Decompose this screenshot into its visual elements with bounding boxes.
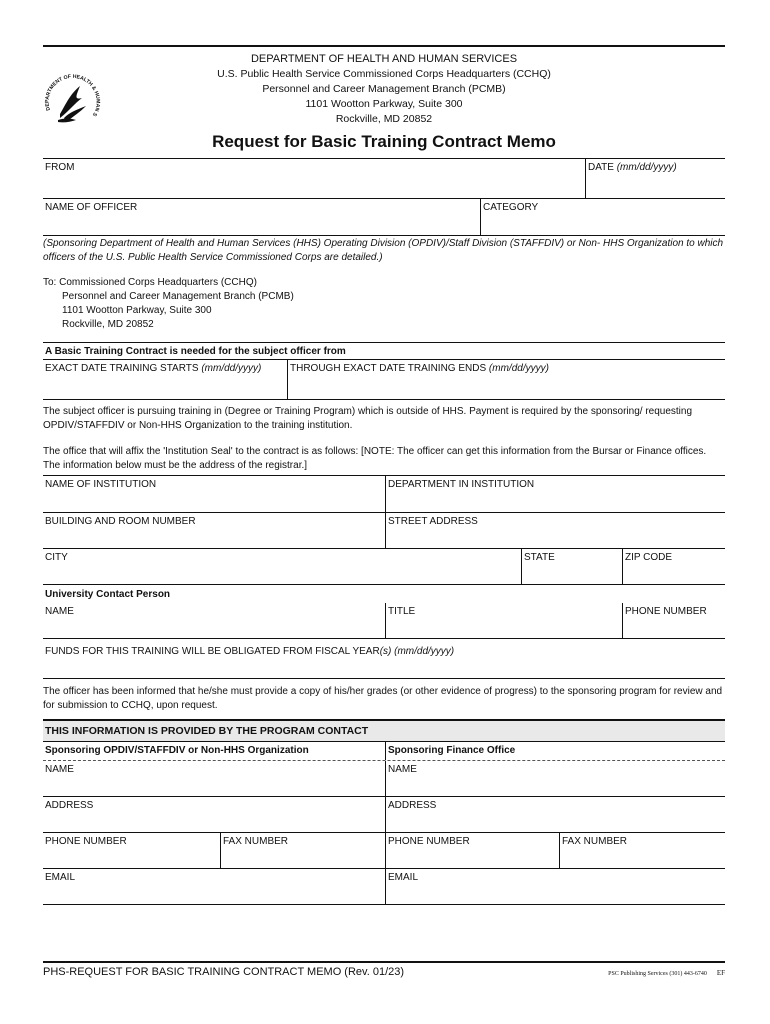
grades-text: The officer has been informed that he/she must provide a copy of his/her grades (or other evidence of progress) to the sponsoring program for review and for submission to CCHQ, upon request. [43, 686, 723, 711]
institution-name-field[interactable] [43, 476, 386, 512]
end-date-label: THROUGH EXACT DATE TRAINING ENDS [290, 363, 487, 374]
building-label: BUILDING AND ROOM NUMBER [45, 516, 196, 527]
funds-row [43, 639, 725, 679]
svg-text:DEPARTMENT OF HEALTH & HUMAN S: DEPARTMENT OF HEALTH & HUMAN S [44, 73, 101, 118]
institution-section [43, 475, 725, 679]
finance-address-label: ADDRESS [388, 800, 437, 811]
finance-phone-field[interactable] [386, 833, 560, 868]
org-fax-label: FAX NUMBER [223, 836, 289, 847]
category-label: CATEGORY [483, 202, 539, 213]
finance-email-field[interactable] [386, 869, 725, 904]
org-address-label: ADDRESS [45, 800, 94, 811]
finance-fax-label: FAX NUMBER [562, 836, 628, 847]
from-row [43, 159, 725, 199]
contact-name-field[interactable] [43, 603, 386, 638]
program-name-row [43, 761, 725, 797]
institution-dept-field[interactable] [386, 476, 725, 512]
from-field[interactable] [43, 159, 586, 198]
finance-fax-field[interactable] [560, 833, 725, 868]
end-date-field[interactable] [288, 360, 725, 399]
finance-heading: Sponsoring Finance Office [388, 745, 516, 756]
city-field[interactable] [43, 549, 522, 584]
finance-phone-label: PHONE NUMBER [388, 836, 470, 847]
dates-row [43, 360, 725, 400]
form-number: PHS-REQUEST FOR BASIC TRAINING CONTRACT MEMO (Rev. 01/23) [43, 966, 405, 978]
zip-field[interactable] [623, 549, 725, 584]
from-label: FROM [45, 162, 75, 173]
contact-heading: University Contact Person [45, 589, 171, 600]
header-line-3: Personnel and Career Management Branch (PCMB) [262, 83, 506, 95]
page-title: Request for Basic Training Contract Memo [212, 132, 556, 151]
org-phone-field[interactable] [43, 833, 221, 868]
footer-rule [43, 961, 725, 963]
to-line-3: 1101 Wootton Parkway, Suite 300 [62, 305, 212, 316]
start-date-field[interactable] [43, 360, 288, 399]
agency-header [43, 52, 725, 127]
category-field[interactable] [481, 199, 725, 235]
state-field[interactable] [522, 549, 623, 584]
org-name-label: NAME [45, 764, 74, 775]
program-phone-row [43, 833, 725, 869]
header-line-5: Rockville, MD 20852 [335, 113, 433, 125]
date-format: (mm/dd/yyyy) [616, 162, 677, 173]
finance-name-field[interactable] [386, 761, 725, 796]
state-label: STATE [524, 552, 555, 563]
org-phone-label: PHONE NUMBER [45, 836, 127, 847]
org-email-label: EMAIL [45, 872, 76, 883]
city-label: CITY [45, 552, 68, 563]
ef-mark: EF [716, 969, 725, 977]
end-date-format: (mm/dd/yyyy) [488, 363, 549, 374]
finance-name-label: NAME [388, 764, 417, 775]
org-fax-field[interactable] [221, 833, 386, 868]
program-address-row [43, 797, 725, 833]
city-row [43, 549, 725, 585]
finance-address-field[interactable] [386, 797, 725, 832]
finance-email-label: EMAIL [388, 872, 419, 883]
street-label: STREET ADDRESS [388, 516, 478, 527]
program-email-row [43, 869, 725, 905]
from-section [43, 158, 725, 236]
street-field[interactable] [386, 513, 725, 548]
contact-row [43, 603, 725, 639]
contact-title-field[interactable] [386, 603, 623, 638]
header-line-2: U.S. Public Health Service Commissioned Corps Headquarters (CCHQ) [217, 68, 551, 80]
funds-format: (s) (mm/dd/yyyy) [379, 646, 455, 657]
contact-phone-field[interactable] [623, 603, 725, 638]
start-date-label: EXACT DATE TRAINING STARTS [45, 363, 199, 374]
org-name-field[interactable] [43, 761, 386, 796]
zip-label: ZIP CODE [625, 552, 673, 563]
to-address-block [43, 276, 725, 332]
date-field[interactable] [586, 159, 725, 198]
officer-row [43, 199, 725, 236]
contact-title-label: TITLE [388, 606, 416, 617]
publisher-line [608, 969, 725, 977]
publisher-text: PSC Publishing Services (301) 443-6740 [608, 971, 707, 977]
org-email-field[interactable] [43, 869, 386, 904]
org-heading: Sponsoring OPDIV/STAFFDIV or Non-HHS Organization [43, 742, 386, 760]
start-date-format: (mm/dd/yyyy) [201, 363, 262, 374]
program-band: THIS INFORMATION IS PROVIDED BY THE PROGRAM CONTACT [43, 719, 725, 742]
sponsor-note: (Sponsoring Department of Health and Human Services (HHS) Operating Division (OPDIV)/Staff Division (STAFFDIV) or Non- HHS Organization to which officers of the U.S. Public Health Service Commissioned Corps are detailed.) [43, 238, 724, 263]
program-section [43, 719, 725, 905]
institution-name-label: NAME OF INSTITUTION [45, 479, 157, 490]
building-field[interactable] [43, 513, 386, 548]
funds-field[interactable] [43, 643, 725, 678]
top-rule [43, 45, 725, 47]
org-address-field[interactable] [43, 797, 386, 832]
institution-dept-label: DEPARTMENT IN INSTITUTION [388, 479, 535, 490]
to-line-4: Rockville, MD 20852 [62, 319, 154, 330]
contact-phone-label: PHONE NUMBER [625, 606, 707, 617]
header-line-4: 1101 Wootton Parkway, Suite 300 [305, 98, 463, 110]
contract-heading: A Basic Training Contract is needed for the subject officer from [43, 343, 725, 360]
contract-section [43, 342, 725, 400]
dept-name: DEPARTMENT OF HEALTH AND HUMAN SERVICES [250, 53, 518, 65]
building-row [43, 513, 725, 549]
program-head-row [43, 742, 725, 761]
to-line-2: Personnel and Career Management Branch (PCMB) [62, 291, 294, 302]
date-label: DATE [588, 162, 614, 173]
seal-text: The office that will affix the 'Institution Seal' to the contract is as follows: [NOTE: The officer can get this information from the Bursar or Finance offices. The information below must be the address of the registrar.] [43, 446, 707, 471]
funds-label: FUNDS FOR THIS TRAINING WILL BE OBLIGATED FROM FISCAL YEAR [45, 646, 380, 657]
contact-name-label: NAME [45, 606, 74, 617]
institution-row [43, 476, 725, 513]
pursuing-text: The subject officer is pursuing training in (Degree or Training Program) which is outside of HHS. Payment is required by the sponsoring/ requesting OPDIV/STAFFDIV or Non-HHS Organization to the training institution. [43, 406, 693, 431]
officer-name-label: NAME OF OFFICER [45, 202, 138, 213]
officer-name-field[interactable] [43, 199, 481, 235]
to-line-1: To: Commissioned Corps Headquarters (CCHQ) [43, 277, 257, 288]
